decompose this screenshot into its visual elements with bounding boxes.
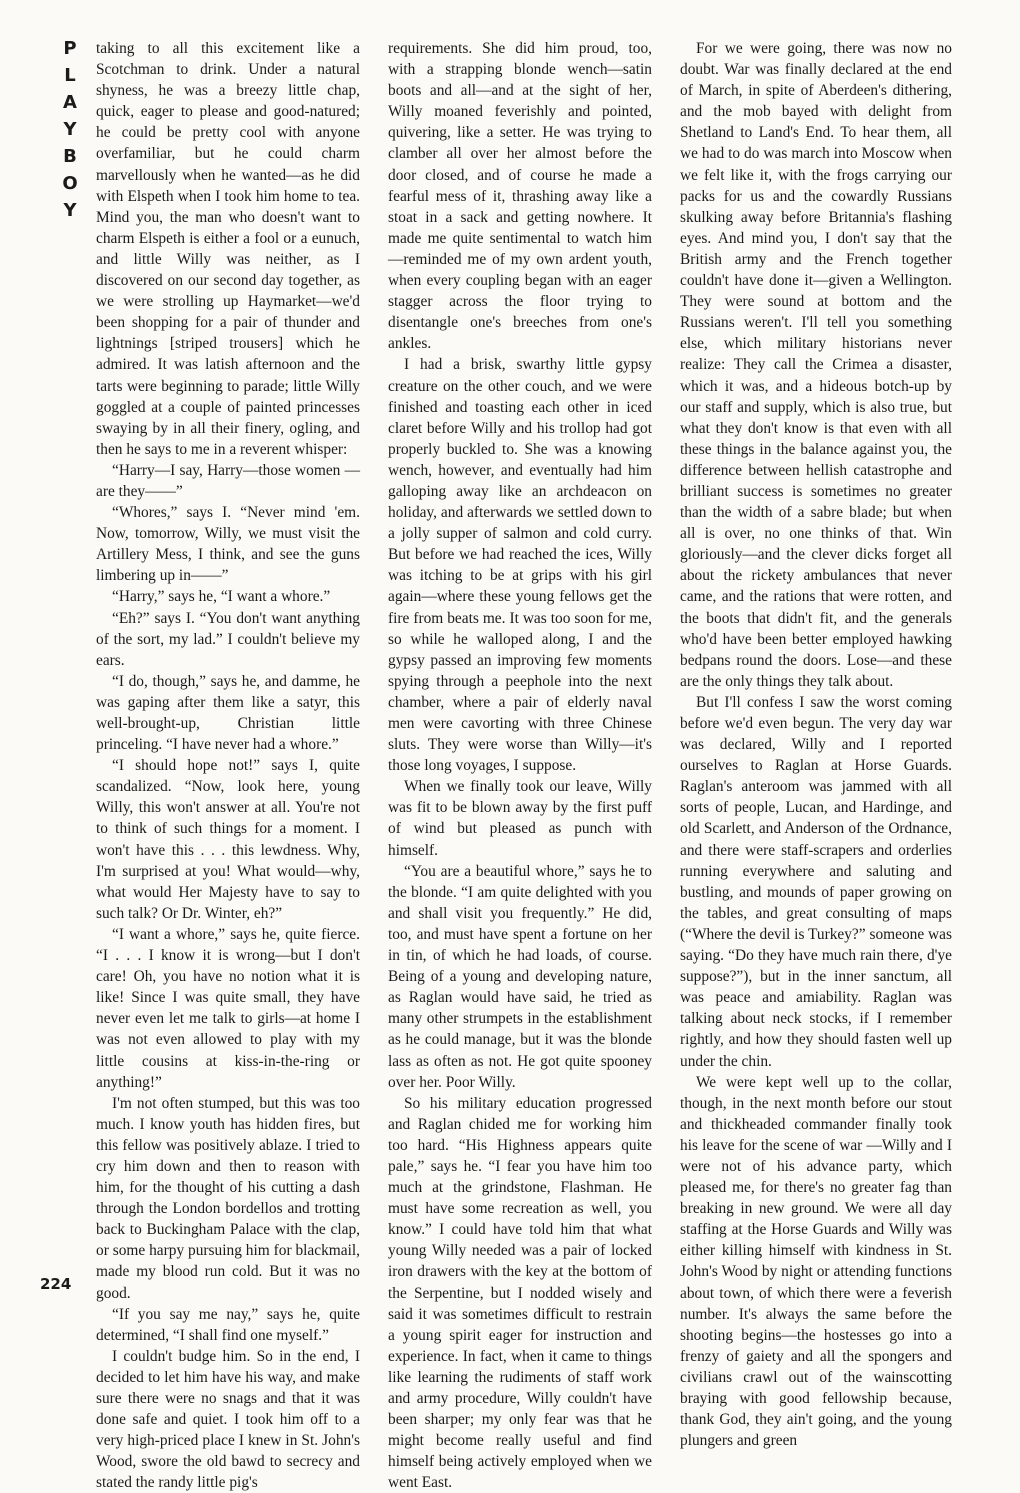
magazine-masthead: [55, 40, 85, 229]
paragraph: But I'll confess I saw the worst coming before we'd even begun. The very day war was declared, Willy and I reported ourselves to Raglan at Horse Guards. Raglan's anteroom was jammed with all sorts of people, Lucan, and Hardinge, and old Scarlett, and Anderson of the Ordnance, and there were staff-scrapers and orderlies running everywhere and saluting and bustling, and mounds of paper growing on the tables, and great consulting of maps (“Where the devil is Turkey?” someone was saying. “Do they have much rain there, d'ye suppose?”), but in the inner sanctum, all was peace and amiability. Raglan was talking about neck stocks, if I remember rightly, and how they should fasten well up under the chin.: [680, 693, 952, 1070]
paragraph: I had a brisk, swarthy little gypsy creature on the other couch, and we were finished and toasting each other in iced claret before Willy and his trollop had got properly buckled to. She was a knowing wench, however, and eventually had him galloping away like an archdeacon on holiday, and afterwards we settled down to a jolly supper of salmon and cold curry. But before we had reached the ices, Willy was itching to be at grips with his girl again—where these young fellows get the fire from beats me. It was too soon for me, so while he walloped along, I and the gypsy passed an improving few moments spying through a peephole into the next chamber, where a pair of elderly naval men were cavorting with three Chinese sluts. They were worse than Willy—it's those long voyages, I suppose.: [388, 356, 652, 775]
text-column-2: [388, 38, 652, 1492]
paragraph: We were kept well up to the collar, though, in the next month before our stout and thickheaded commander finally took his leave for the scene of war —Willy and I were not of his advance party, which pleased me, for there's no greater fag than breaking in new ground. We were all day staffing at the Horse Guards and Willy was either killing himself with kindness in St. John's Wood by night or attending functions about town, of which there were a feverish number. It's always the same before the shooting begins—the hostesses go into a frenzy of gaiety and all the spongers and civilians crawl out of the wainscotting braying with good fellowship because, thank God, they ain't going, and the young plungers and green: [680, 1073, 952, 1450]
paragraph: “I want a whore,” says he, quite fierce. “I . . . I know it is wrong—but I don't care! Oh, you have no notion what it is like! Since I was quite small, they have never even let me talk to girls—at home I was not even allowed to play with my little cousins at kiss-in-the-ring or anything!”: [96, 925, 360, 1091]
masthead-letter: B: [63, 146, 77, 167]
masthead-letter: P: [63, 38, 77, 59]
paragraph: When we finally took our leave, Willy was fit to be blown away by the first puff of wind but pleased as punch with himself.: [388, 778, 652, 859]
paragraph: “Whores,” says I. “Never mind 'em. Now, tomorrow, Willy, we must visit the Artillery Mess, I think, and see the guns limbering up in——”: [96, 504, 360, 585]
text-column-1: [96, 38, 360, 1492]
masthead-letter: A: [63, 92, 77, 113]
paragraph: “I do, though,” says he, and damme, he was gaping after them like a satyr, this well-brought-up, Christian little princeling. “I have never had a whore.”: [96, 672, 360, 754]
paragraph: taking to all this excitement like a Scotchman to drink. Under a natural shyness, he was a breezy little chap, quick, eager to please and good-natured; he could be pretty cool with anyone overfamiliar, but he could charm marvellously when he wanted—as he did with Elspeth when I took him home to tea. Mind you, the man who doesn't want to charm Elspeth is either a fool or a eunuch, and little Willy was neither, as I discovered on our second day together, as we were strolling up Haymarket—we'd been shopping for a pair of thunder and lightnings [striped trousers] which he admired. It was latish afternoon and the tarts were beginning to parade; little Willy goggled at a couple of painted princesses swaying by in all their finery, ogling, and then he says to me in a reverent whisper:: [96, 40, 360, 458]
masthead-letter: Y: [63, 200, 77, 221]
masthead-letter: O: [62, 173, 78, 194]
masthead-letter: Y: [63, 119, 77, 140]
paragraph: “If you say me nay,” says he, quite determined, “I shall find one myself.”: [96, 1305, 360, 1344]
paragraph: I'm not often stumped, but this was too much. I know youth has hidden fires, but this fellow was positively ablaze. I tried to cry him down and then to reason with him, for the thought of his cutting a dash through the London bordellos and trotting back to Buckingham Palace with the clap, or some harpy pursuing him for blackmail, made my blood run cold. But it was no good.: [96, 1094, 360, 1302]
paragraph: “You are a beautiful whore,” says he to the blonde. “I am quite delighted with you and shall visit you frequently.” He did, too, and must have spent a fortune on her in tin, of which he had loads, of course. Being of a young and developing nature, as Raglan would have said, he tried as many other strumpets in the establishment as he could manage, but it was the blonde lass as often as not. He got quite spooney over her. Poor Willy.: [388, 862, 652, 1091]
masthead-letter: L: [64, 65, 76, 86]
paragraph: “Harry,” says he, “I want a whore.”: [112, 588, 331, 606]
page-number: 224: [40, 1275, 72, 1293]
paragraph: So his military education progressed and Raglan chided me for working him too hard. “His Highness appears quite pale,” says he. “I fear you have him too much at the grindstone, Flashman. He must have some recreation as well, you know.” I could have told him that what young Willy needed was a pair of locked iron drawers with the key at the bottom of the Serpentine, but I nodded wisely and said it was sometimes difficult to restrain a young spirit eager for instruction and experience. In fact, when it came to things like learning the rudiments of staff work and army procedure, Willy couldn't have been sharper; my only fear was that he might become really useful and find himself being actively employed when we went East.: [388, 1094, 652, 1492]
text-column-3: [680, 38, 952, 1450]
paragraph: “I should hope not!” says I, quite scandalized. “Now, look here, young Willy, this won't answer at all. You're not to think of such things for a moment. I won't have this . . . this lewdness. Why, I'm surprised at you! What would—why, what would Her Majesty have to say to such talk? Or Dr. Winter, eh?”: [96, 757, 360, 922]
paragraph: “Harry—I say, Harry—those women —are they——”: [96, 461, 360, 500]
paragraph: I couldn't budge him. So in the end, I decided to let him have his way, and make sure there were no snags and that it was done safe and quiet. I took him off to a very high-priced place I knew in St. John's Wood, swore the old bawd to secrecy and stated the randy little pig's: [96, 1347, 360, 1492]
paragraph: requirements. She did him proud, too, with a strapping blonde wench—satin boots and all—and at the sight of her, Willy moaned feverishly and pointed, quivering, like a setter. He was trying to clamber all over her almost before the door closed, and of course he made a fearful mess of it, thrashing away like a stoat in a sack and getting nowhere. It made me quite sentimental to watch him—reminded me of my own ardent youth, when every coupling began with an eager stagger across the floor trying to disentangle one's breeches from one's ankles.: [388, 40, 652, 353]
paragraph: For we were going, there was now no doubt. War was finally declared at the end of March, in spite of Aberdeen's dithering, and the mob bayed with delight from Shetland to Land's End. To hear them, all we had to do was march into Moscow when we felt like it, with the frogs carrying our packs for us and the cowardly Russians skulking away before Britannia's flashing eyes. And mind you, I don't say that the British army and the French together couldn't have done it—given a Wellington. They were sound at bottom and the Russians weren't. I'll tell you something else, which military historians never realize: They call the Crimea a disaster, which it was, and a hideous botch-up by our staff and supply, which is also true, but what they don't know is that even with all these things in the balance against you, the difference between hellish catastrophe and brilliant success is sometimes no greater than the width of a sabre blade; but when all is over, no one thinks of that. Win gloriously—and the clever dicks forget all about the rickety ambulances that never came, and the rations that were rotten, and the boots that didn't fit, and the generals who'd have been better employed hawking bedpans round the doors. Lose—and these are the only things they talk about.: [680, 40, 952, 690]
paragraph: “Eh?” says I. “You don't want anything of the sort, my lad.” I couldn't believe my ears.: [96, 609, 360, 669]
